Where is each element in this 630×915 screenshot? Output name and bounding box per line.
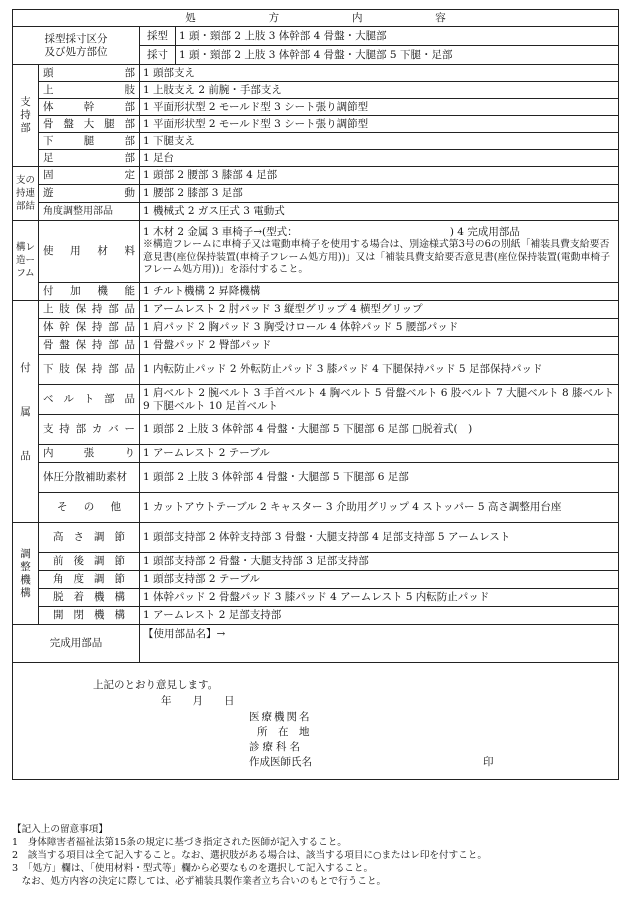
statement-text: 上記のとおり意見します。 (93, 679, 219, 691)
institution-field[interactable]: 医療機関名 (249, 711, 312, 723)
row-label: 足部 (39, 150, 140, 167)
address-field[interactable]: 所 在 地 (257, 726, 310, 738)
row-label: 体幹保持部品 (39, 319, 140, 337)
row-options[interactable]: 1 頭部支持部 2 体幹支持部 3 骨盤・大腿支持部 4 足部支持部 5 アームレスト (140, 523, 619, 553)
row-label: 高さ調節 (39, 523, 140, 553)
row-label: 遊動 (39, 185, 140, 203)
row-options[interactable]: 1 肩ベルト 2 腕ベルト 3 手首ベルト 4 胸ベルト 5 骨盤ベルト 6 股ベルト 7 大腿ベルト 8 膝ベルト 9 下腿ベルト 10 足首ベルト (140, 385, 619, 415)
row-label: 支持部カバー (39, 415, 140, 445)
basic-label: 採型採寸区分 及び処方部位 (13, 27, 140, 65)
row-options[interactable]: 1 平面形状型 2 モールド型 3 シート張り調節型 (140, 99, 619, 116)
table-row (13, 463, 619, 493)
row-label: 体圧分散補助素材 (39, 463, 140, 493)
table-row (13, 27, 619, 46)
table-row (13, 301, 619, 319)
table-row (13, 625, 619, 663)
group-label-frame: 構レ 造ー フム (13, 221, 39, 301)
table-row (13, 185, 619, 203)
row-options[interactable]: 1 下腿支え (140, 133, 619, 150)
table-row (13, 337, 619, 355)
header-char: 容 (435, 11, 446, 24)
material-cell (140, 221, 619, 283)
group-label-connect: 支の 持連 部結 (13, 167, 39, 221)
seal-mark: 印 (483, 756, 494, 768)
table-row (13, 607, 619, 625)
row-options[interactable]: 1 頭部 2 腰部 3 膝部 4 足部 (140, 167, 619, 185)
row-label: 角度調節 (39, 571, 140, 589)
row-label: 体幹部 (39, 99, 140, 116)
row-label: 下肢保持部品 (39, 355, 140, 385)
table-row (13, 283, 619, 301)
row-options[interactable]: 1 アームレスト 2 テーブル (140, 445, 619, 463)
date-field[interactable]: 年 月 日 (161, 695, 235, 707)
table-row (13, 99, 619, 116)
signature-area (13, 663, 618, 779)
table-row (13, 167, 619, 185)
table-header (13, 10, 619, 27)
row-options[interactable]: 1 足台 (140, 150, 619, 167)
table-row (13, 589, 619, 607)
doctor-name-field[interactable]: 作成医師氏名 (249, 756, 312, 768)
row-options[interactable]: 1 頭部支え (140, 65, 619, 82)
row-options[interactable]: 1 内転防止パッド 2 外転防止パッド 3 膝パッド 4 下腿保持パッド 5 足部保持パッド (140, 355, 619, 385)
table-row (13, 493, 619, 523)
row-options[interactable]: 1 頭部支持部 2 テーブル (140, 571, 619, 589)
row-label: 骨盤大腿部 (39, 116, 140, 133)
row-label: 使用材料 (39, 221, 140, 283)
row-options[interactable]: 1 頭部 2 上肢 3 体幹部 4 骨盤・大腿部 5 下腿部 6 足部 (140, 463, 619, 493)
note-item: 1 身体障害者福祉法第15条の規定に基づき指定された医師が記入すること。 (12, 837, 347, 848)
row-label: 前後調節 (39, 553, 140, 571)
row-options[interactable]: 1 頭・頸部 2 上肢 3 体幹部 4 骨盤・大腿部 (176, 27, 619, 46)
material-note: ※構造フレームに車椅子又は電動車椅子を使用する場合は、別途様式第3号の6の別紙「補装具費支給要否意見書(座位保持装置(車椅子フレーム処方用))」又は「補装具費支給要否意見書(座位保持装置(電動車椅子フレーム処方用))」を添付すること。 (143, 239, 611, 276)
row-options[interactable]: 1 機械式 2 ガス圧式 3 電動式 (140, 203, 619, 221)
row-key: 採型 (140, 27, 176, 46)
table-row (13, 319, 619, 337)
row-label: 下腿部 (39, 133, 140, 150)
row-label: 固定 (39, 167, 140, 185)
row-label: ベルト部品 (39, 385, 140, 415)
note-item: 2 該当する項目は全て記入すること。なお、選択肢がある場合は、該当する項目に○またはレ印を付すこと。 (12, 850, 487, 861)
row-label: 開閉機構 (39, 607, 140, 625)
table-row (13, 203, 619, 221)
row-options[interactable]: 1 頭・頸部 2 上肢 3 体幹部 4 骨盤・大腿部 5 下腿・足部 (176, 46, 619, 65)
row-options[interactable]: 1 上肢支え 2 前腕・手部支え (140, 82, 619, 99)
row-label: 上肢 (39, 82, 140, 99)
row-label: 内張り (39, 445, 140, 463)
finished-label: 完成用部品 (13, 625, 140, 663)
row-label: 脱着機構 (39, 589, 140, 607)
row-options[interactable]: 1 平面形状型 2 モールド型 3 シート張り調節型 (140, 116, 619, 133)
table-row (13, 150, 619, 167)
table-row (13, 82, 619, 99)
department-field[interactable]: 診療科名 (249, 741, 303, 753)
header-char: 内 (351, 11, 363, 24)
row-options[interactable]: 1 体幹パッド 2 骨盤パッド 3 膝パッド 4 アームレスト 5 内転防止パッド (140, 589, 619, 607)
row-options[interactable]: 1 肩パッド 2 胸パッド 3 胸受けロール 4 体幹パッド 5 腰部パッド (140, 319, 619, 337)
table-row (13, 65, 619, 82)
row-options[interactable]: 1 頭部 2 上肢 3 体幹部 4 骨盤・大腿部 5 下腿部 6 足部 □脱着式( ) (140, 415, 619, 445)
table-row (13, 355, 619, 385)
table-row (13, 116, 619, 133)
note-item: 3 「処方」欄は、「使用材料・型式等」欄から必要なものを選択して記入すること。 (12, 863, 374, 874)
row-label: 角度調整用部品 (39, 203, 140, 221)
table-row (13, 385, 619, 415)
notes-section (12, 823, 618, 888)
group-label-accessory: 付 属 品 (13, 301, 39, 523)
group-label-adjust: 調 整 機 構 (13, 523, 39, 625)
row-label: その他 (39, 493, 140, 523)
table-row (13, 553, 619, 571)
row-options[interactable]: 1 骨盤パッド 2 臀部パッド (140, 337, 619, 355)
header-char: 方 (268, 11, 280, 24)
row-label: 上肢保持部品 (39, 301, 140, 319)
row-options[interactable]: 1 アームレスト 2 肘パッド 3 縦型グリップ 4 横型グリップ (140, 301, 619, 319)
row-options[interactable]: 1 チルト機構 2 昇降機構 (140, 283, 619, 301)
table-row (13, 663, 619, 780)
row-options[interactable]: 1 木材 2 金属 3 車椅子→(型式： ) 4 完成用部品 (143, 226, 520, 239)
notes-title: 【記入上の留意事項】 (12, 824, 108, 835)
row-options[interactable]: 1 アームレスト 2 足部支持部 (140, 607, 619, 625)
prescription-table (12, 9, 619, 780)
row-label: 骨盤保持部品 (39, 337, 140, 355)
header-char: 処 (185, 11, 196, 24)
row-options[interactable]: 1 腰部 2 膝部 3 足部 (140, 185, 619, 203)
table-row (13, 523, 619, 553)
row-options[interactable]: 1 カットアウトテーブル 2 キャスター 3 介助用グリップ 4 ストッパー 5 高さ調整用台座 (140, 493, 619, 523)
table-row (13, 571, 619, 589)
row-label: 付加機能 (39, 283, 140, 301)
row-key: 採寸 (140, 46, 176, 65)
table-row (13, 445, 619, 463)
row-options[interactable]: 1 頭部支持部 2 骨盤・大腿支持部 3 足部支持部 (140, 553, 619, 571)
group-label-support: 支 持 部 (13, 65, 39, 167)
row-label: 頭部 (39, 65, 140, 82)
note-item: なお、処方内容の決定に際しては、必ず補装具製作業者立ち合いのもとで行うこと。 (12, 876, 387, 887)
table-row (13, 415, 619, 445)
finished-input[interactable]: 【使用部品名】→ (140, 625, 619, 663)
table-row (13, 133, 619, 150)
table-row (13, 221, 619, 283)
